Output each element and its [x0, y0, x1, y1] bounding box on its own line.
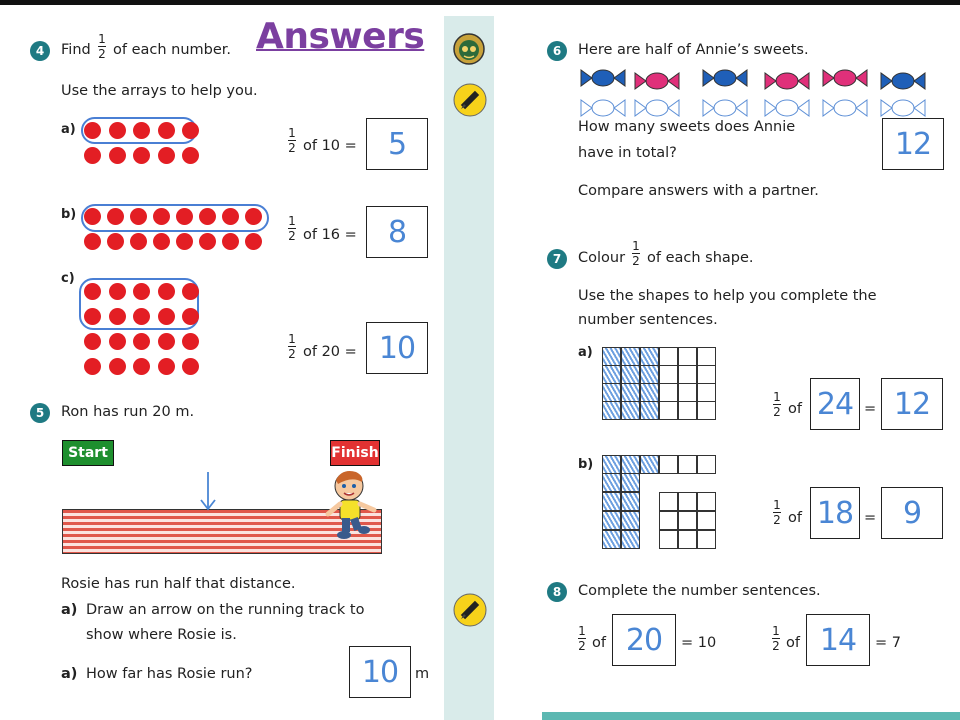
counter-dot: [176, 208, 193, 225]
q6-text: Here are half of Annie’s sweets.: [578, 42, 809, 58]
counter-dot: [109, 333, 126, 350]
answer-box[interactable]: 5: [366, 118, 428, 170]
part-label: a): [61, 602, 78, 618]
shaded-cell: [621, 401, 640, 420]
counter-dot: [84, 308, 101, 325]
counter-dot: [158, 308, 175, 325]
counter-dot: [109, 283, 126, 300]
counter-dot: [158, 333, 175, 350]
counter-dot: [133, 122, 150, 139]
shaded-cell: [602, 530, 621, 549]
q7-title-post: of each shape.: [647, 250, 754, 266]
counter-dot: [84, 233, 101, 250]
question-number: 4: [30, 41, 50, 61]
shaded-cell: [602, 365, 621, 384]
part-label: a): [578, 345, 593, 360]
pencil-icon: [452, 82, 488, 118]
page-title: Answers: [256, 16, 425, 57]
shaded-cell: [621, 511, 640, 530]
equals: =: [864, 510, 877, 526]
counter-dot: [182, 308, 199, 325]
q6-question: How many sweets does Annie: [578, 119, 796, 135]
shaded-cell: [621, 383, 640, 402]
shaded-cell: [621, 365, 640, 384]
empty-space: [640, 530, 659, 549]
grid-cell: [678, 530, 697, 549]
fraction-half: 1 2: [578, 624, 586, 653]
counter-dot: [245, 233, 262, 250]
grid-cell: [678, 455, 697, 474]
counter-dot: [109, 147, 126, 164]
shaded-cell: [640, 347, 659, 366]
top-border: [0, 0, 960, 5]
counter-dot: [182, 122, 199, 139]
grid-cell: [659, 347, 678, 366]
grid-cell: [678, 383, 697, 402]
shaded-cell: [640, 455, 659, 474]
unit-label: m: [415, 666, 430, 682]
q5-text: Ron has run 20 m.: [61, 404, 195, 420]
expression: of 10 =: [303, 138, 357, 154]
grid-cell: [659, 383, 678, 402]
grid-cell: [659, 401, 678, 420]
shaded-cell: [602, 347, 621, 366]
grid-cell: [697, 401, 716, 420]
counter-dot: [245, 208, 262, 225]
q8-text: Complete the number sentences.: [578, 583, 821, 599]
counter-dot: [153, 233, 170, 250]
q7-instruction: Use the shapes to help you complete the: [578, 288, 877, 304]
sweet-icon: [700, 66, 750, 90]
q5-a-text: Draw an arrow on the running track to: [86, 602, 365, 618]
counter-dot: [199, 233, 216, 250]
counter-dot: [182, 358, 199, 375]
q5-a-text: show where Rosie is.: [86, 627, 237, 643]
child-runner-icon: [322, 468, 380, 540]
q6-question: have in total?: [578, 145, 677, 161]
shaded-cell: [640, 401, 659, 420]
shape-grid-b: [602, 455, 716, 549]
counter-dot: [158, 358, 175, 375]
grid-cell: [697, 383, 716, 402]
counter-dot: [133, 308, 150, 325]
shaded-cell: [621, 347, 640, 366]
counter-dot: [84, 122, 101, 139]
answer-box[interactable]: 10: [349, 646, 411, 698]
empty-space: [697, 473, 716, 492]
part-label: b): [578, 457, 594, 472]
q4-instruction: Use the arrays to help you.: [61, 83, 258, 99]
shaded-cell: [640, 383, 659, 402]
shaded-cell: [621, 530, 640, 549]
pencil-icon: [452, 592, 488, 628]
sweet-icon: [762, 69, 812, 93]
counter-dot: [176, 233, 193, 250]
grid-cell: [659, 530, 678, 549]
counter-dot: [109, 308, 126, 325]
grid-cell: [697, 492, 716, 511]
q5-b-text: How far has Rosie run?: [86, 666, 253, 682]
sentence-result: = 7: [875, 635, 901, 651]
counter-dot: [84, 147, 101, 164]
counter-dot: [84, 333, 101, 350]
bottom-band: [542, 712, 960, 720]
question-number: 5: [30, 403, 50, 423]
shaded-cell: [640, 365, 659, 384]
shaded-cell: [602, 401, 621, 420]
counter-dot: [182, 333, 199, 350]
q6-compare: Compare answers with a partner.: [578, 183, 819, 199]
answer-box[interactable]: 20: [612, 614, 676, 666]
grid-cell: [697, 511, 716, 530]
of-text: of: [592, 635, 606, 651]
fraction-half: 1 2: [773, 498, 781, 527]
counter-dot: [158, 283, 175, 300]
counter-dot: [133, 333, 150, 350]
counter-dot: [199, 208, 216, 225]
fraction-half: 1 2: [288, 214, 296, 243]
answer-box[interactable]: 18: [810, 487, 860, 539]
counter-dot: [84, 283, 101, 300]
fraction-half: 1 2: [773, 390, 781, 419]
shaded-cell: [602, 455, 621, 474]
part-label: a): [61, 666, 78, 682]
grid-cell: [659, 511, 678, 530]
sentence-result: = 10: [681, 635, 717, 651]
counter-dot: [222, 208, 239, 225]
q7-instruction: number sentences.: [578, 312, 718, 328]
answer-box[interactable]: 9: [881, 487, 943, 539]
sweet-icon: [820, 66, 870, 90]
finish-label: Finish: [330, 440, 380, 466]
answer-box[interactable]: 12: [881, 378, 943, 430]
empty-space: [640, 511, 659, 530]
grid-cell: [659, 455, 678, 474]
counter-dot: [84, 208, 101, 225]
sweet-outline-icon: [762, 96, 812, 120]
sweet-icon: [632, 69, 682, 93]
counter-dot: [182, 283, 199, 300]
equals: =: [864, 401, 877, 417]
shaded-cell: [602, 511, 621, 530]
expression: of 16 =: [303, 227, 357, 243]
grid-cell: [678, 492, 697, 511]
counter-dot: [153, 208, 170, 225]
fraction-half: 1 2: [288, 126, 296, 155]
fraction-half: 1 2: [288, 332, 296, 361]
sweet-outline-icon: [578, 96, 628, 120]
counter-dot: [109, 358, 126, 375]
part-label: c): [61, 271, 75, 286]
counter-dot: [133, 358, 150, 375]
answer-box[interactable]: 10: [366, 322, 428, 374]
of-text: of: [788, 510, 802, 526]
grid-cell: [697, 365, 716, 384]
empty-space: [640, 473, 659, 492]
sweet-icon: [878, 69, 928, 93]
start-label: Start: [62, 440, 114, 466]
grid-cell: [659, 492, 678, 511]
counter-dot: [158, 147, 175, 164]
q5-line2: Rosie has run half that distance.: [61, 576, 296, 592]
expression: of 20 =: [303, 344, 357, 360]
shaded-cell: [621, 473, 640, 492]
counter-dot: [133, 147, 150, 164]
shaded-cell: [621, 455, 640, 474]
of-text: of: [788, 401, 802, 417]
counter-dot: [109, 122, 126, 139]
shaded-cell: [602, 492, 621, 511]
grid-cell: [678, 347, 697, 366]
q4-title-pre: Find: [61, 42, 91, 58]
counter-dot: [130, 208, 147, 225]
counter-dot: [158, 122, 175, 139]
counter-dot: [133, 283, 150, 300]
grid-cell: [678, 365, 697, 384]
question-number: 6: [547, 41, 567, 61]
sweet-outline-icon: [820, 96, 870, 120]
grid-cell: [697, 530, 716, 549]
empty-space: [640, 492, 659, 511]
question-number: 7: [547, 249, 567, 269]
empty-space: [659, 473, 678, 492]
grid-cell: [659, 365, 678, 384]
fraction-half: 1 2: [632, 239, 640, 268]
empty-space: [678, 473, 697, 492]
q7-title-pre: Colour: [578, 250, 626, 266]
of-text: of: [786, 635, 800, 651]
counter-dot: [182, 147, 199, 164]
mask-icon: [452, 32, 486, 66]
shape-grid-a: [602, 347, 716, 419]
fraction-half: 1 2: [772, 624, 780, 653]
part-label: b): [61, 207, 77, 222]
grid-cell: [697, 455, 716, 474]
answer-box[interactable]: 24: [810, 378, 860, 430]
arrow-down-icon: [198, 470, 218, 512]
grid-cell: [678, 401, 697, 420]
shaded-cell: [602, 473, 621, 492]
answer-box[interactable]: 8: [366, 206, 428, 258]
sweet-outline-icon: [878, 96, 928, 120]
counter-dot: [107, 208, 124, 225]
shaded-cell: [621, 492, 640, 511]
answer-box[interactable]: 12: [882, 118, 944, 170]
part-label: a): [61, 122, 76, 137]
q4-title-post: of each number.: [113, 42, 232, 58]
fraction-half: 1 2: [98, 32, 106, 61]
counter-dot: [84, 358, 101, 375]
counter-dot: [130, 233, 147, 250]
sweet-icon: [578, 66, 628, 90]
answer-box[interactable]: 14: [806, 614, 870, 666]
grid-cell: [697, 347, 716, 366]
counter-dot: [107, 233, 124, 250]
sweet-outline-icon: [632, 96, 682, 120]
counter-dot: [222, 233, 239, 250]
grid-cell: [678, 511, 697, 530]
sweet-outline-icon: [700, 96, 750, 120]
question-number: 8: [547, 582, 567, 602]
shaded-cell: [602, 383, 621, 402]
